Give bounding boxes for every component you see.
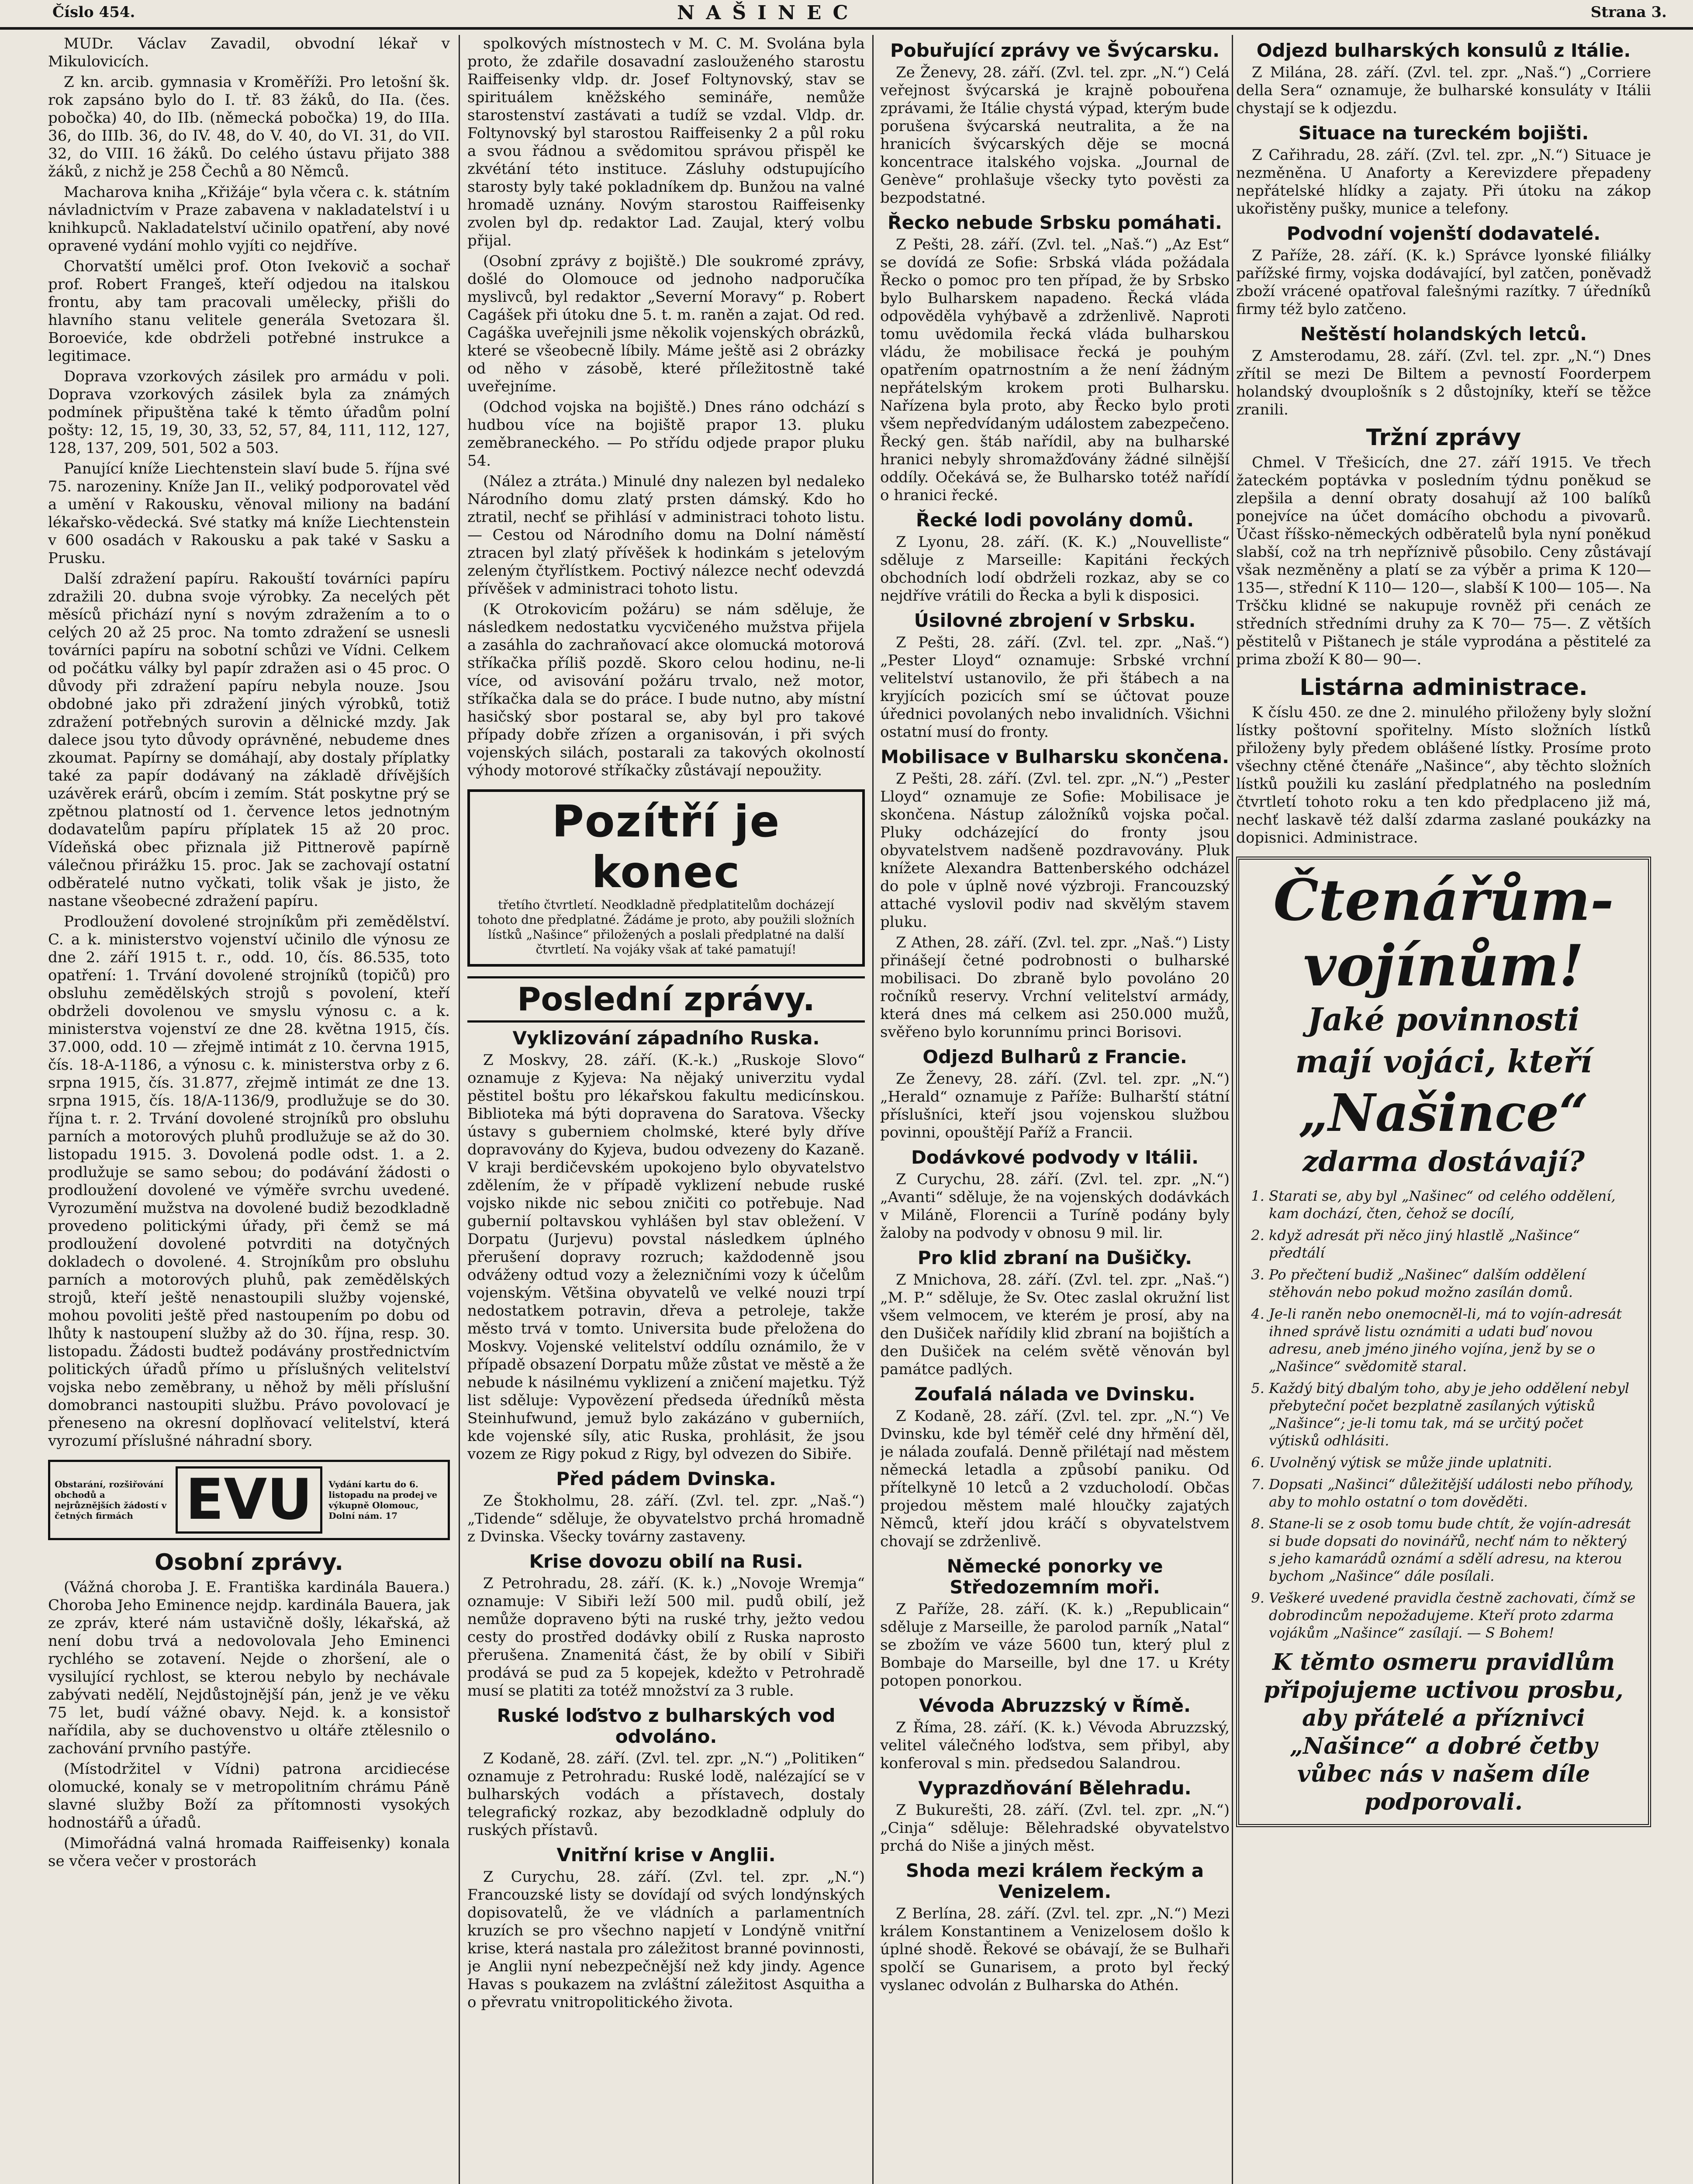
section-heading-admin: Listárna administrace. bbox=[1299, 674, 1588, 701]
article-paragraph: Z kn. arcib. gymnasia v Kroměříži. Pro letošní šk. rok zapsáno bylo do I. tř. 83 žáků, do IIa. (čes. pobočka) 40, do IIb. (německá pobočka) 19, do IIIa. 36, do IIIb. 36, do IV. 48, do V. 40, do VI. 31, do VII. 32, do VIII. 16 žáků. Do celého ústavu přijato 388 žáků, z nichž je 258 Čechů a 80 Němců. bbox=[48, 73, 450, 180]
page-header bbox=[0, 0, 1693, 30]
column-2 bbox=[467, 35, 865, 2184]
list-item: 4. Je-li raněn nebo onemocněl-li, má to vojín-adresát ihned správě listu oznámiti a udati buď novou adresu, aneb jméno jiného vojína, jenž by se o „Našince“ svědomitě staral. bbox=[1269, 1305, 1637, 1375]
article-paragraph: Z Pešti, 28. září. (Zvl. tel. zpr. „Naš.“) „Pester Lloyd“ oznamuje: Srbské vrchní velitelství ustanovilo, že při štábech a na kryjících pozicích smí se účtovat pouze úřednici povolaných nebo invalidních. Všichni ostatní musí do fronty. bbox=[880, 634, 1230, 741]
article-headline: Vyklizování západního Ruska. bbox=[512, 1027, 820, 1049]
article-headline: Úsilovné zbrojení v Srbsku. bbox=[914, 610, 1196, 631]
article-paragraph: Z Říma, 28. září. (K. k.) Vévoda Abruzzský, velitel válečného loďstva, sem přibyl, aby konferoval s min. předsedou Salandrou. bbox=[880, 1719, 1230, 1772]
box-title-line: vojínům! bbox=[1303, 932, 1584, 999]
article-paragraph: Chorvatští umělci prof. Oton Ivekovič a sochař prof. Robert Frangeš, kteří odjedou na italskou frontu, aby tam pracovali umělecky, přišli do hlavního stanu velitele generála Svetozara šl. Boroeviće, kde obdrželi potřebné instrukce a legitimace. bbox=[48, 258, 450, 365]
article-paragraph: Z Pešti, 28. září. (Zvl. tel. „Naš.“) „Az Est“ se dovídá ze Sofie: Srbská vláda požádala Řecko o pomoc pro ten případ, že by Srbsko bylo Bulharskem napadeno. Řecká vláda odpověděla vyhýbavě a zdrženlivě. Naproti tomu uvědomila řecká vláda bulharskou vládu, že mobilisace řecká je pouhým opatřením opatrnostním a že není žádným nepřátelským krokem proti Bulharsku. Nařízena byla proto, aby Řecko bylo proti všem nepředvídaným událostem zabezpečeno. Řecký gen. štáb nařídil, aby na bulharské hranici nebyly shromažďovány žádné silnější oddíly. Očekává se, že Bulharsko totéž nařídí o hranici řecké. bbox=[880, 236, 1230, 504]
notice-text: třetího čtvrtletí. Neodkladně předplatitelům docházejí tohoto dne předplatné. Žádáme je proto, aby použili složních lístků „Našince“ přiložených a poslali předplatné na další čtvrtletí. Na vojáky však ať také pamatují! bbox=[477, 898, 855, 957]
article-paragraph: Z Milána, 28. září. (Zvl. tel. zpr. „Naš.“) „Corriere della Sera“ oznamuje, že bulharské konsuláty v Itálii chystají se k odjezdu. bbox=[1236, 64, 1651, 117]
article-paragraph: Prodloužení dovolené strojníkům při zemědělství. C. a k. ministerstvo vojenství učinilo dle výnosu ze dne 2. září 1915 t. r., odd. 10, čís. 86.535, toto opatření: 1. Trvání dovolené strojníků (topičů) pro obsluhu zemědělských strojů s povolení, kteří obdrželi dovolenou ve smyslu výnosu c. a k. ministerstva vojenství ze dne 28. května 1915, čís. 37.000, odd. 10 — zřejmě intimát z 10. června 1915, čís. 18-A-1186, a výnosu c. k. ministerstva orby z 6. srpna 1915, čís. 31.877, zřejmě intimát ze dne 13. srpna 1915, čís. 18/A-1136/9, prodlužuje se do 30. října t. r. 2. Trvání dovolené strojníků pro obsluhu parních a motorových pluhů prodlužuje se až do 30. listopadu 1915. 3. Dovolená podle odst. 1. a 2. prodlužuje se samo sebou; do podávání žádosti o prodloužení dovolené ve výměře svrchu uvedené. Vyrozumění mužstva na dovolené budiž bezodkladně provedeno politickými úřady, při čemž se má prodloužení dovolené potvrditi na dotyčných dokladech o dovolené. 4. Strojníkům pro obsluhu parních a motorových pluhů, pak zemědělských strojů, kteří ještě nenastoupili služby vojenské, mohou povoliti ještě před nastoupením po dobu od lhůty k nastoupení služby až do 30. října, resp. 30. listopadu. Žádosti budtež podávány prostřednictvím politických úřadů přímo u příslušných velitelství vojska nebo zeměbrany, u něhož by měli příslušní domobranci nastoupiti službu. Právo povolovací je přeneseno na okresní doplňovací velitelství, která vyrozumí příslušné náhradní sbory. bbox=[48, 913, 450, 1450]
article-paragraph: spolkových místnostech v M. C. M. Svolána byla proto, že zdařile dosavadní zaslouženého starostu Raiffeisenky vldp. dr. Josef Foltynovský, stav se spirituálem kněžského semináře, nemůže starostenství zastávati a tudíž se vzdal. Vldp. dr. Foltynovský byl starostou Raiffeisenky 2 a půl roku a svou řádnou a svědomitou správou přispěl ke zkvétání této instituce. Zásluhy odstupujícího starosty byly také pokladníkem dp. Bunžou na valné hromadě uznány. Novým starostou Raiffeisenky zvolen byl dp. redaktor Lad. Zaujal, který volbu přijal. bbox=[467, 35, 865, 249]
article-headline: Odjezd bulharských konsulů z Itálie. bbox=[1256, 40, 1631, 61]
notice-title: Pozítří je konec bbox=[552, 796, 781, 898]
article-headline: Pobuřující zprávy ve Švýcarsku. bbox=[890, 40, 1220, 61]
evu-advertisement bbox=[48, 1460, 450, 1540]
box-title-line: Čtenářům- bbox=[1273, 867, 1614, 933]
article-paragraph: Z Paříže, 28. září. (K. k.) „Republicain“ sděluje z Marseille, že parolod parník „Natal“ se zbožím ve váze 5600 tun, který plul z Bombaje do Marseille, byl dne 17. u Kréty potopen ponorkou. bbox=[880, 1600, 1230, 1690]
list-item: 1. Starati se, aby byl „Našinec“ od celého oddělení, kam dochází, čten, čehož se docílí, bbox=[1269, 1187, 1637, 1222]
box-subtitle-line: Jaké povinnosti bbox=[1307, 1001, 1580, 1038]
article-paragraph: Z Lyonu, 28. září. (K. K.) „Nouvelliste“ sděluje z Marseille: Kapitáni řeckých obchodních lodí obdrželi rozkaz, aby se co nejdříve vrátili do Řecka a byli k disposici. bbox=[880, 533, 1230, 605]
article-paragraph: Z Berlína, 28. září. (Zvl. tel. zpr. „N.“) Mezi králem Konstantinem a Venizelosem došlo k úplné shodě. Řekové se obávají, že se Bulhaři spolčí se Gunarisem, a proto byl řecký vyslanec odvolán z Bulharska do Athén. bbox=[880, 1905, 1230, 1994]
article-paragraph: Chmel. V Třešicích, dne 27. září 1915. Ve třech žateckém poptávka v posledním týdnu poněkud se zlepšila a denní obraty dosahují až 100 balíků ponejvíce na účet domácího obchodu a pivovarů. Účast říšsko-německých odběratelů byla nyní poněkud slabší, což na trh nepříznivě působilo. Ceny zůstávají však nezměněny a platí se za výběr a prima K 120— 135—, střední K 110— 120—, slabší K 100— 105—. Na Trščku klidné se nakupuje rovněž při cenách ze středních středními druhy za K 70— 75—. Z větších pěstitelů v Pištanech je stále vyprodána a pěstitelé za prima zboží K 80— 90—. bbox=[1236, 454, 1651, 668]
list-item: 7. Dopsati „Našinci“ důležitější události nebo příhody, aby to mohlo ostatní o tom dověděti. bbox=[1269, 1476, 1637, 1510]
article-paragraph: (K Otrokovicím požáru) se nám sděluje, že následkem nedostatku vycvičeného mužstva přijela a zasáhla do zachraňovací akce olomucká motorová stříkačka příliš pozdě. Skoro celou hodinu, ne-li více, od avisování požáru trvalo, než motor, stříkačka dala se do práce. I bude nutno, aby místní hasičský sbor postaral se, aby byl pro takové případy dobře zřízen a organisován, i při svých vojenských silách, postarali za takových okolností výhody motorové stříkačky zůstávají nepoužity. bbox=[467, 601, 865, 779]
section-heading-market: Tržní zprávy bbox=[1366, 425, 1521, 451]
ad-text-right: Vydání kartu do 6. listopadu na prodej ve výkupně Olomouc, Dolní nám. 17 bbox=[328, 1479, 438, 1521]
list-item: 9. Veškeré uvedené pravidla čestně zachovati, čímž se dobrodincům nepožadujeme. Kteří proto zdarma vojákům „Našince“ zasílají. — S Bohem! bbox=[1269, 1589, 1637, 1641]
article-headline: Ruské loďstvo z bulharských vod odvoláno. bbox=[497, 1705, 836, 1747]
article-paragraph: Z Kodaně, 28. září. (Zvl. tel. zpr. „N.“) Ve Dvinsku, kde byl téměř celé dny hřmění děl, je nálada zoufalá. Denně přilétají nad městem německá letadla a způsobí paniku. Od přítelkyně 10 letců a 2 vzducholodí. Občas projedou městem malé hloučky zajatých Němců, kteří jdou kráčí s obyvatelstvem chovají se zdrženlivě. bbox=[880, 1407, 1230, 1550]
article-paragraph: (Nález a ztráta.) Minulé dny nalezen byl nedaleko Národního domu zlatý prsten dámský. Kdo ho ztratil, nechť se přihlásí v administraci tohoto listu. — Cestou od Národního domu na Dolní náměstí ztracen byl zlatý přívěšek k hodinkám s jetelovým zeleným čtyřlístkem. Poctivý nálezce nechť odevzdá přívěšek v administraci tohoto listu. bbox=[467, 473, 865, 598]
section-heading-latest-news: Poslední zprávy. bbox=[467, 976, 865, 1023]
article-headline: Vévoda Abruzzský v Římě. bbox=[919, 1695, 1191, 1716]
issue-number: Číslo 454. bbox=[52, 3, 135, 21]
article-headline: Neštěstí holandských letců. bbox=[1300, 323, 1587, 345]
article-paragraph: (Osobní zprávy z bojiště.) Dle soukromé zprávy, došlé do Olomouce od jednoho nadporučíka myslivců, byl redaktor „Severní Moravy“ p. Robert Cagášek při útoku dne 5. t. m. raněn a zajat. Od red. Cagáška uveřejnili jsme několik vojenských obrázků, které se všeobecně líbily. Máme ještě asi 2 obrázky od něho v zásobě, které příležitostně také uveřejníme. bbox=[467, 252, 865, 395]
article-paragraph: Z Curychu, 28. září. (Zvl. tel. zpr. „N.“) Francouzské listy se dovídají od svých londýnských dopisovatelů, že ve vládních a parlamentních kruzích se pro všechno napjetí v Londýně vnitřní krise, která nastala pro záležitost branné povinnosti, je Anglii nyní nebezpečnější než kdy jindy. Agence Havas s poukazem na zvláštní záležitost Asquitha a o převratu vnitropolitického života. bbox=[467, 1868, 865, 2011]
column-rule bbox=[872, 35, 874, 2184]
article-headline: Německé ponorky ve Středozemním moři. bbox=[947, 1555, 1163, 1598]
article-headline: Dodávkové podvody v Itálii. bbox=[911, 1147, 1199, 1168]
list-item: 2. když adresát při něco jiný hlastlě „Našince“ předtálí bbox=[1269, 1227, 1637, 1261]
ad-text-left: Obstarání, rozšiřování obchodů a nejrůznějších žádostí v četných firmách bbox=[55, 1479, 167, 1521]
duties-list bbox=[1251, 1187, 1637, 1641]
article-paragraph: Z Curychu, 28. září. (Zvl. tel. zpr. „N.“) „Avanti“ sděluje, že na vojenských dodávkách v Miláně, Florencii a Turíně podány byly žaloby na podvody v obnosu 9 mil. lir. bbox=[880, 1171, 1230, 1242]
article-paragraph: Ze Štokholmu, 28. září. (Zvl. tel. zpr. „Naš.“) „Tidende“ sděluje, že obyvatelstvo prchá hromadně z Dvinska. Všecky továrny zastaveny. bbox=[467, 1492, 865, 1545]
article-headline: Vyprazdňování Bělehradu. bbox=[918, 1777, 1192, 1799]
box-footer: K těmto osmeru pravidlům připojujeme uctivou prosbu, aby přátelé a příznivci „Našince“ a dobré četby vůbec nás v našem díle podporovali. bbox=[1264, 1649, 1624, 1815]
article-headline: Situace na tureckém bojišti. bbox=[1298, 122, 1589, 144]
article-paragraph: (Mimořádná valná hromada Raiffeisenky) konala se včera večer v prostorách bbox=[48, 1835, 450, 1870]
article-paragraph: Panující kníže Liechtenstein slaví bude 5. října své 75. narozeniny. Kníže Jan II., veliký podporovatel věd a umění v Rakousku, věnoval miliony na badání lékařsko-vědecká. Své statky má kníže Liechtenstein v 600 osadách v Rakousku a pak také v Sasku a Prusku. bbox=[48, 460, 450, 567]
column-rule bbox=[459, 35, 460, 2184]
article-paragraph: Macharova kniha „Křižáje“ byla včera c. k. státním návladnictvím v Praze zabavena v nakladatelství i u knihkupců. Nakladatelství učinilo opatření, aby nové opravené vydání mohlo vyjíti co nejdříve. bbox=[48, 183, 450, 255]
article-headline: Shoda mezi králem řeckým a Venizelem. bbox=[905, 1860, 1204, 1902]
article-paragraph: Z Petrohradu, 28. září. (K. k.) „Novoje Wremja“ oznamuje: V Sibiři leží 500 mil. pudů obilí, jež nemůže dopraveno býti na ruské trhy, ježto vedou cesty do prostřed dodávky obilí z Ruska naprosto přerušena. Znamenitá část, že by obilí v Sibiři prodává se pud za 5 kopejek, kdežto v Petrohradě musí se platiti za totéž množství za 3 ruble. bbox=[467, 1575, 865, 1700]
list-item: 5. Každý bitý dbalým toho, aby je jeho oddělení nebyl přebyteční počet bezplatně zasílaných výtisků „Našince“; je-li tomu tak, má se určitý počet výtisků odhlásiti. bbox=[1269, 1379, 1637, 1449]
article-headline: Podvodní vojenští dodavatelé. bbox=[1286, 223, 1601, 244]
article-paragraph: Ze Ženevy, 28. září. (Zvl. tel. zpr. „N.“) Celá veřejnost švýcarská je krajně pobouřena zprávami, že Itálie chystá výpad, kterým bude porušena švýcarská neutralita, a že na hranicích švýcarských děje se mocná koncentrace italského vojska. „Journal de Genève“ prohlašuje všecky tyto pověsti za bezpodstatné. bbox=[880, 64, 1230, 207]
list-item: 8. Stane-li se z osob tomu bude chtít, že vojín-adresát si bude dopsati do novinářů, nechť nám to některý s jeho kamarádů oznámí a sdělí adresu, na kterou bychom „Našince“ dále posílali. bbox=[1269, 1515, 1637, 1585]
article-headline: Řecko nebude Srbsku pomáhati. bbox=[888, 212, 1222, 233]
box-subtitle-line: zdarma dostávají? bbox=[1303, 1145, 1585, 1178]
article-paragraph: Z Pešti, 28. září. (Zvl. tel. zpr. „N.“) „Pester Lloyd“ oznamuje ze Sofie: Mobilisace je skončena. Nástup záložníků vojska počal. Pluky odcházející do fronty jsou obyvatelstvem nadšeně pozdravovány. Pluk knížete Alexandra Battenberského odcházel do pole v úplně nové výzbroji. Francouzský attaché vyslovil podiv nad skvělým stavem pluku. bbox=[880, 770, 1230, 931]
article-headline: Řecké lodi povolány domů. bbox=[916, 509, 1194, 531]
article-paragraph: Z Cařihradu, 28. září. (Zvl. tel. zpr. „N.“) Situace je nezměněna. U Anaforty a Kerevizdere přepadeny nepřátelské hlídky a zajaty. Při útoku na zákop ukořistěny pušky, munice a telefony. bbox=[1236, 146, 1651, 218]
article-headline: Před pádem Dvinska. bbox=[556, 1468, 776, 1489]
page-number: Strana 3. bbox=[1590, 3, 1667, 21]
column-1 bbox=[48, 35, 450, 2184]
article-paragraph: Z Athen, 28. září. (Zvl. tel. zpr. „Naš.“) Listy přinášejí četné podrobnosti o bulharské mobilisaci. Do zbraně bylo povoláno 20 ročníků reservy. Vrchní velitelství armády, která dnes má celkem asi 250.000 mužů, svěřeno bylo korunnímu princi Borisovi. bbox=[880, 934, 1230, 1041]
list-item: 3. Po přečtení budiž „Našinec“ dalším oddělení stěhován nebo pokud možno zasílán domů. bbox=[1269, 1266, 1637, 1301]
column-rule bbox=[1232, 35, 1233, 2184]
article-paragraph: (Místodržitel v Vídni) patrona arcidiecése olomucké, konaly se v metropolitním chrámu Páně slavné služby Boží za přítomnosti vysokých hodnostářů a úřadů. bbox=[48, 1760, 450, 1832]
masthead-title: NAŠINEC bbox=[677, 2, 860, 24]
article-paragraph: Doprava vzorkových zásilek pro armádu v poli. Doprava vzorkových zásilek byla za známých podmínek připuštěna také k těmto úřadům polní pošty: 12, 15, 19, 30, 33, 52, 57, 84, 111, 112, 127, 128, 137, 209, 501, 502 a 503. bbox=[48, 368, 450, 457]
article-headline: Pro klid zbraní na Dušičky. bbox=[917, 1247, 1192, 1268]
subscription-notice bbox=[467, 789, 865, 967]
list-item: 6. Uvolněný výtisk se může jinde uplatniti. bbox=[1269, 1454, 1637, 1471]
column-4 bbox=[1236, 35, 1651, 2184]
article-paragraph: Z Kodaně, 28. září. (Zvl. tel. zpr. „N.“) „Politiken“ oznamuje z Petrohradu: Ruské lodě, nalézající se v bulharských vodách a přístavech, dostaly telegrafický rozkaz, aby bezodkladně odpluly do ruských přístavů. bbox=[467, 1750, 865, 1839]
article-paragraph: (Vážná choroba J. E. Františka kardinála Bauera.) Choroba Jeho Eminence nejdp. kardinála Bauera, jak ze zpráv, které nám ustavičně došly, lékařská, až není dobu trvá a nedovolovala Jeho Eminenci rychlého se zotavení. Nejde o zhoršení, ale o vysilující rychlost, se kterou nebylo by nechávale zabývati nedělí, Nejdůstojnější pán, jenž je ve věku 75 let, budí vážné obavy. Nejd. k. a konsistoř nařídila, aby se duchovenstvo u oltáře ztělesnilo o zachování prvního pastýře. bbox=[48, 1579, 450, 1757]
article-paragraph: Z Bukurešti, 28. září. (Zvl. tel. zpr. „N.“) „Cinja“ sděluje: Bělehradské obyvatelstvo prchá do Niše a jiných měst. bbox=[880, 1801, 1230, 1855]
column-3 bbox=[880, 35, 1230, 2184]
article-paragraph: Z Mnichova, 28. září. (Zvl. tel. zpr. „Naš.“) „M. P.“ sděluje, že Sv. Otec zaslal okružní list všem velmocem, ve kterém je prosí, aby na den Dušiček nařídily klid zbraní na bojištích a den Dušiček na celém světě věnován byl památce padlých. bbox=[880, 1271, 1230, 1378]
article-headline: Odjezd Bulharů z Francie. bbox=[923, 1046, 1187, 1068]
article-paragraph: Ze Ženevy, 28. září. (Zvl. tel. zpr. „N.“) „Herald“ oznamuje z Paříže: Bulharští státní příslušníci, kteří jsou vojenskou službou povinni, opouštějí Paříž a Francii. bbox=[880, 1070, 1230, 1141]
article-paragraph: Z Amsterodamu, 28. září. (Zvl. tel. zpr. „N.“) Dnes zřítil se mezi De Biltem a pevností Foorderpem holandský dvouplošník s 2 důstojníky, kteří se těžce zranili. bbox=[1236, 347, 1651, 418]
box-subtitle-line: mají vojáci, kteří bbox=[1295, 1043, 1592, 1080]
readers-soldiers-box bbox=[1236, 857, 1651, 1827]
article-headline: Zoufalá nálada ve Dvinsku. bbox=[914, 1383, 1195, 1405]
section-heading: Osobní zprávy. bbox=[154, 1549, 344, 1576]
article-headline: Krise dovozu obilí na Rusi. bbox=[529, 1551, 803, 1572]
article-paragraph: Další zdražení papíru. Rakouští továrníci papíru zdražili 20. dubna svoje výrobky. Za necelých pět měsíců přichází nyní s novým zdražením a to o celých 20 až 25 proc. Na tomto zdražení se usnesli továrníci papíru na sobotní schůzi ve Vídni. Celkem od počátku války byl papír zdražen asi o 45 proc. O důvody při zdražení papíru nebyla nouze. Jsou obdobné jako při zdražení jiných výrobků, totiž zdražení potřebných surovin a dělnické mzdy. Jak dalece jsou tyto důvody oprávněné, nebudeme dnes zkoumat. Papírny se domáhají, aby dostaly příplatky také za papír dodávaný na základě dřívějších uzávěrek erárů, obcím i zemím. Stát poskytne prý se zpětnou platností od 1. července letos jednotným dodavatelům papíru příplatek 15 až 20 proc. Vídeňská obec přiznala již Pittnerově papírně válečnou přirážku 15. proc. Jak se zachovají ostatní odběratelé nutno vyčkati, tolik však je jisto, že nastane všeobecné zdražení papíru. bbox=[48, 570, 450, 910]
article-paragraph: MUDr. Václav Zavadil, obvodní lékař v Mikulovicích. bbox=[48, 35, 450, 70]
article-paragraph: K číslu 450. ze dne 2. minulého přiloženy byly složní lístky poštovní spořitelny. Místo složních lístků přiloženy byly předem oblášené lístky. Prosíme proto všechny ctěné čtenáře „Našince“, aby těchto složních lístků použili ku zaslání předplatného na posledním čtvrtletí tohoto roku a ten kdo předplaceno již má, nechť laskavě též další zdarma zaslané poukázky na dopisnici. Administrace. bbox=[1236, 704, 1651, 847]
article-paragraph: Z Paříže, 28. září. (K. k.) Správce lyonské filiálky pařížské firmy, vojska dodávající, byl zatčen, poněvadž zboží vrácené opatřoval falešnými razítky. 7 úředníků firmy též bylo zatčeno. bbox=[1236, 247, 1651, 318]
article-headline: Vnitřní krise v Anglii. bbox=[556, 1844, 776, 1866]
article-paragraph: (Odchod vojska na bojiště.) Dnes ráno odchází s hudbou více na bojiště prapor 13. pluku zeměbraneckého. — Po střídu odjede prapor pluku 54. bbox=[467, 398, 865, 470]
evu-logo: EVU bbox=[176, 1466, 322, 1534]
article-headline: Mobilisace v Bulharsku skončena. bbox=[880, 746, 1230, 767]
article-paragraph: Z Moskvy, 28. září. (K.-k.) „Ruskoje Slovo“ oznamuje z Kyjeva: Na nějaký univerzitu vydal pěstitel boštu pro lékařskou fakultu medicínskou. Biblioteka má býti dopravena do Saratova. Všecky ústavy s guberniem cholmské, které byly dříve dopravovány do Kyjeva, budou odvezeny do Kazaně. V kraji berdičevském upokojeno bylo obyvatelstvo zdělením, že v případě vyklizení nebude ruské vojsko nikde nic sebou zničiti co potřebuje. Nad gubernií poltavskou vyhlášen byl stav obležení. V Dorpatu (Jurjevu) povstal následkem úplného přerušení dopravy rozruch; každodenně jsou odváženy odtud vozy a železničními vozy k účelům vojenským. Většina obyvatelů ve velké nouzi trpí nedostatkem potravin, dřeva a petroleje, takže město trvá v tomto. Universita bude přeložena do Moskvy. Vojenské velitelství oddílu oznámilo, že v případě obsazení Dorpatu může zůstat ve městě a že nebude k násilnému vyklizení a zničení majetku. Týž list sděluje: Vypovězení předseda úředníků města Steinhufwund, jemuž bylo zakázáno v guberniích, kde vojenské síly, atic Ruska, prohlásit, že jsou vozem ze Rigy pokud z Rigy, byl odvezen do Sibiře. bbox=[467, 1051, 865, 1463]
box-subtitle-line: „Našince“ bbox=[1298, 1082, 1589, 1143]
